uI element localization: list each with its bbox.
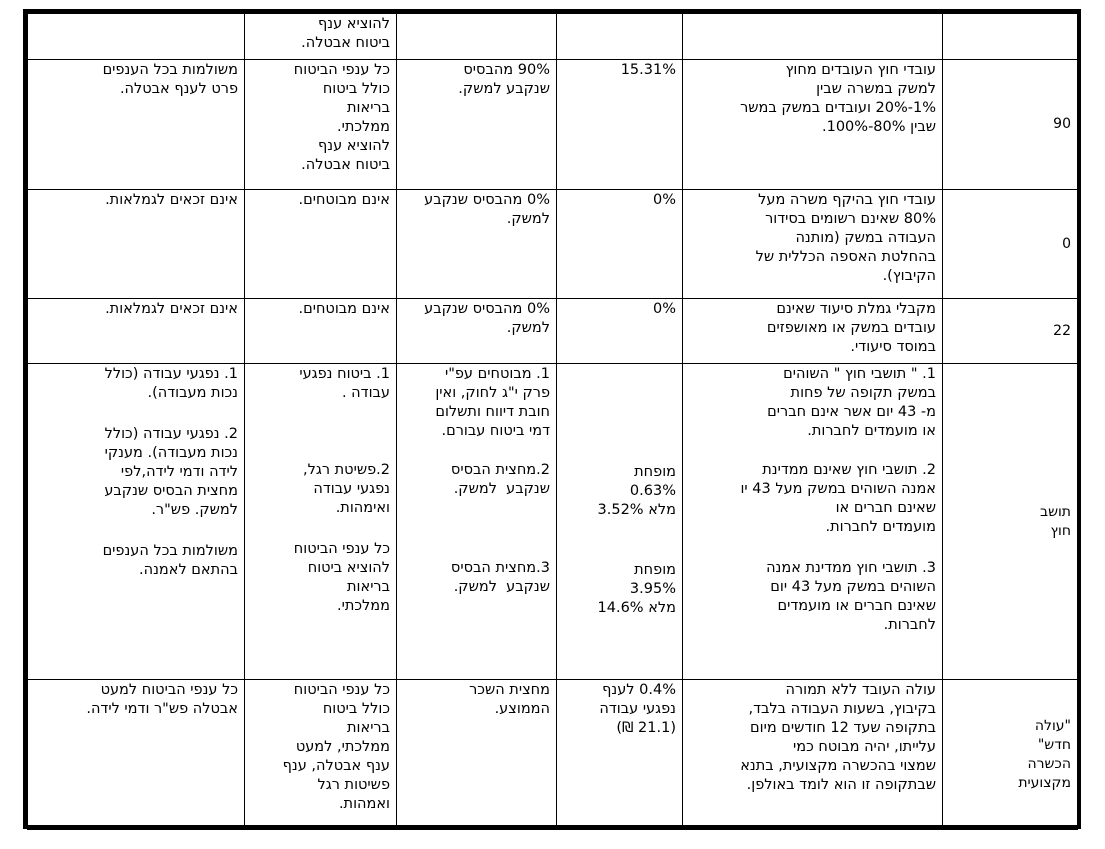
text-line: ממלכתי. bbox=[337, 598, 390, 614]
text-line: נפגעי עבודה bbox=[599, 701, 676, 717]
text-line: בריאות bbox=[347, 579, 390, 595]
text-line: השוהים במשק מעל 43 יום bbox=[770, 579, 936, 595]
basis-cell bbox=[397, 14, 557, 60]
text-line: מחצית הבסיס שנקבע bbox=[104, 483, 238, 499]
text-line: כולל ביטוח bbox=[322, 81, 390, 97]
rate-cell bbox=[557, 14, 683, 60]
basis-cell bbox=[397, 190, 557, 299]
text-line: נכות מעבודה). bbox=[147, 385, 238, 401]
rate-part-2 bbox=[563, 463, 676, 520]
id-cell: 22 bbox=[943, 299, 1078, 364]
basis-cell bbox=[397, 299, 557, 364]
text-line: 0% מהבסיס שנקבע bbox=[424, 192, 550, 208]
benefits-part-1 bbox=[34, 365, 238, 403]
basis-cell bbox=[397, 60, 557, 190]
text-line: לחברות. bbox=[883, 617, 936, 633]
branches-cell bbox=[245, 190, 397, 299]
text-line: הממוצע. bbox=[494, 701, 550, 717]
text-line: 1. נפגעי עבודה (כולל bbox=[104, 366, 238, 382]
text-line: עולה העובד ללא תמורה bbox=[785, 682, 936, 698]
text-line: 0.63% bbox=[629, 483, 676, 499]
text-line: 0% מהבסיס שנקבע bbox=[424, 301, 550, 317]
text-line: דמי ביטוח עבורם. bbox=[441, 423, 550, 439]
benefits-part-2 bbox=[34, 425, 238, 520]
table-row bbox=[28, 364, 1078, 680]
description-part-1 bbox=[689, 365, 936, 441]
text-line: אמנה השוהים במשק מעל 43 יו bbox=[740, 481, 936, 497]
text-line: מופחת bbox=[634, 464, 676, 480]
text-line: ממלכתי. bbox=[337, 119, 390, 135]
text-line: ביטוח אבטלה. bbox=[301, 35, 390, 51]
text-line: להוציא ביטוח bbox=[307, 560, 390, 576]
text-line: כל ענפי הביטוח bbox=[293, 62, 390, 78]
rate-cell bbox=[557, 190, 683, 299]
branches-cell bbox=[245, 60, 397, 190]
text-line: אינם מבוטחים. bbox=[298, 192, 390, 208]
text-line: הקיבוץ). bbox=[882, 268, 936, 284]
text-line: הכשרה bbox=[1027, 755, 1071, 772]
rate-cell bbox=[557, 60, 683, 190]
text-line: 3. תושבי חוץ ממדינת אמנה bbox=[766, 560, 936, 576]
text-line: בריאות bbox=[347, 720, 390, 736]
id-cell: 0 bbox=[943, 190, 1078, 299]
text-line: "עולה bbox=[1034, 717, 1071, 734]
text-line: חדש" bbox=[1037, 736, 1071, 753]
description-part-2 bbox=[689, 461, 936, 537]
text-line: 0% bbox=[652, 192, 676, 208]
text-line: שנקבע למשק. bbox=[453, 579, 550, 595]
id-cell bbox=[943, 14, 1078, 60]
text-line: לידה ודמי לידה,לפי bbox=[120, 464, 238, 480]
insurance-table bbox=[23, 9, 1081, 829]
table-row bbox=[28, 190, 1078, 299]
text-line: למשק. bbox=[506, 320, 550, 336]
text-line: ביטוח אבטלה. bbox=[301, 157, 390, 173]
text-line: 80% שאינם רשומים בסידור bbox=[765, 211, 936, 227]
text-line: משולמות בכל הענפים bbox=[102, 543, 238, 559]
text-line: 1. ביטוח נפגעי bbox=[299, 366, 390, 382]
text-line: 1. מבוטחים עפ"י bbox=[444, 366, 550, 382]
text-line: 1. " תושבי חוץ " השוהים bbox=[783, 366, 936, 382]
text-line: ואימהות. bbox=[335, 500, 390, 516]
text-line: למשק במשרה שבין bbox=[816, 81, 936, 97]
text-line: כל ענפי הביטוח bbox=[293, 682, 390, 698]
description-cell bbox=[683, 680, 943, 830]
text-line: במשק תקופה של פחות bbox=[790, 385, 936, 401]
id-cell: 90 bbox=[943, 60, 1078, 190]
text-line: פרק י"ג לחוק, ואין bbox=[435, 385, 550, 401]
text-line: בהתאם לאמנה. bbox=[139, 562, 238, 578]
branches-part-1 bbox=[251, 365, 390, 403]
rate-part-3 bbox=[563, 561, 676, 618]
text-line: 3.95% bbox=[629, 581, 676, 597]
text-line: אבטלה פש"ר ודמי לידה. bbox=[86, 701, 238, 717]
text-line: או מועמדים לחברות. bbox=[807, 423, 936, 439]
text-line: ואמהות. bbox=[338, 796, 390, 812]
text-line: כל ענפי הביטוח bbox=[293, 541, 390, 557]
description-cell bbox=[683, 299, 943, 364]
description-cell bbox=[683, 14, 943, 60]
text-line: מלא 14.6% bbox=[597, 600, 676, 616]
description-cell bbox=[683, 60, 943, 190]
text-line: מופחת bbox=[634, 562, 676, 578]
text-line: מקצועית bbox=[1018, 774, 1071, 791]
text-line: להוציא ענף bbox=[318, 138, 390, 154]
text-line: מ- 43 יום אשר אינם חברים bbox=[767, 404, 936, 420]
branches-part-3 bbox=[251, 540, 390, 616]
text-line: 0.4% לענף bbox=[602, 682, 676, 698]
basis-part-2 bbox=[403, 461, 550, 499]
id-cell bbox=[943, 364, 1078, 680]
text-line: 2.מחצית הבסיס bbox=[450, 462, 550, 478]
text-line: (21.1 ₪) bbox=[616, 720, 676, 736]
table-row bbox=[28, 14, 1078, 60]
basis-cell bbox=[397, 680, 557, 830]
text-line: בריאות bbox=[347, 100, 390, 116]
text-line: חובת דיווח ותשלום bbox=[435, 404, 550, 420]
branches-cell bbox=[245, 299, 397, 364]
description-cell bbox=[683, 364, 943, 680]
table-row bbox=[28, 60, 1078, 190]
benefits-cell bbox=[28, 60, 245, 190]
text-line: פרט לענף אבטלה. bbox=[119, 81, 238, 97]
text-line: 0% bbox=[652, 301, 676, 317]
text-line: העבודה במשק (מותנה bbox=[795, 230, 936, 246]
text-line: אינם מבוטחים. bbox=[298, 301, 390, 317]
text-line: כל ענפי הביטוח למעט bbox=[100, 682, 238, 698]
text-line: עלייתו, יהיה מבוטח כמי bbox=[793, 739, 936, 755]
text-line: למשק. פש"ר. bbox=[151, 502, 238, 518]
text-line: נפגעי עבודה bbox=[313, 481, 390, 497]
benefits-cell bbox=[28, 14, 245, 60]
text-line: 15.31% bbox=[620, 62, 676, 78]
description-cell bbox=[683, 190, 943, 299]
text-line: עובדים במשק או מאושפזים bbox=[766, 320, 936, 336]
branches-cell bbox=[245, 364, 397, 680]
branches-cell bbox=[245, 14, 397, 60]
text-line: עובדי חוץ בהיקף משרה מעל bbox=[758, 192, 936, 208]
text-line: ענף אבטלה, ענף bbox=[282, 758, 390, 774]
text-line: עובדי חוץ העובדים מחוץ bbox=[785, 62, 936, 78]
text-line: בתקופה שעד 12 חודשים מיום bbox=[750, 720, 936, 736]
text-line: מועמדים לחברות. bbox=[825, 519, 936, 535]
text-line: אינם זכאים לגמלאות. bbox=[105, 301, 238, 317]
text-line: 2. תושבי חוץ שאינם ממדינת bbox=[762, 462, 936, 478]
text-line: שבין 80%-100%. bbox=[821, 119, 936, 135]
text-line: 3.מחצית הבסיס bbox=[450, 560, 550, 576]
text-line: שנקבע למשק. bbox=[458, 81, 550, 97]
description-part-3 bbox=[689, 559, 936, 635]
text-line: שנקבע למשק. bbox=[453, 481, 550, 497]
text-line: שבתקופה זו הוא לומד באולפן. bbox=[746, 777, 936, 793]
basis-part-1 bbox=[403, 365, 550, 441]
benefits-cell bbox=[28, 190, 245, 299]
text-line: שאינם חברים או bbox=[835, 500, 936, 516]
text-line: אינם זכאים לגמלאות. bbox=[105, 192, 238, 208]
branches-cell bbox=[245, 680, 397, 830]
rate-cell bbox=[557, 680, 683, 830]
table-row bbox=[28, 299, 1078, 364]
text-line: 2.פשיטת רגל, bbox=[303, 462, 390, 478]
benefits-cell bbox=[28, 680, 245, 830]
id-cell bbox=[943, 680, 1078, 830]
text-line: 1%-20% ועובדים במשק במשר bbox=[740, 100, 936, 116]
table-row bbox=[28, 680, 1078, 830]
table bbox=[27, 13, 1078, 830]
basis-part-3 bbox=[403, 559, 550, 597]
text-line: נכות מעבודה). מענקי bbox=[104, 445, 238, 461]
text-line: למשק. bbox=[506, 211, 550, 227]
text-line: כולל ביטוח bbox=[322, 701, 390, 717]
text-line: מקבלי גמלת סיעוד שאינם bbox=[776, 301, 936, 317]
text-line: מלא 3.52% bbox=[597, 502, 676, 518]
text-line: 90% מהבסיס bbox=[463, 62, 550, 78]
rate-cell bbox=[557, 299, 683, 364]
text-line: במוסד סיעודי. bbox=[850, 339, 936, 355]
text-line: 2. נפגעי עבודה (כולל bbox=[104, 426, 238, 442]
benefits-cell bbox=[28, 299, 245, 364]
text-line: שאינם חברים או מועמדים bbox=[777, 598, 936, 614]
text-line: עבודה . bbox=[341, 385, 390, 401]
text-line: ממלכתי, למעט bbox=[295, 739, 390, 755]
basis-cell bbox=[397, 364, 557, 680]
text-line: פשיטות רגל bbox=[317, 777, 390, 793]
text-line: מחצית השכר bbox=[469, 682, 550, 698]
text-line: להוציא ענף bbox=[318, 16, 390, 32]
text-line: בהחלטת האספה הכללית של bbox=[755, 249, 936, 265]
rate-cell bbox=[557, 364, 683, 680]
text-line: משולמות בכל הענפים bbox=[102, 62, 238, 78]
text-line: בקיבוץ, בשעות העבודה בלבד, bbox=[748, 701, 936, 717]
benefits-cell bbox=[28, 364, 245, 680]
benefits-part-3 bbox=[34, 542, 238, 580]
text-line: שמצוי בהכשרה מקצועית, בתנא bbox=[740, 758, 936, 774]
branches-part-2 bbox=[251, 461, 390, 518]
id-label: תושב חוץ bbox=[1039, 503, 1071, 539]
